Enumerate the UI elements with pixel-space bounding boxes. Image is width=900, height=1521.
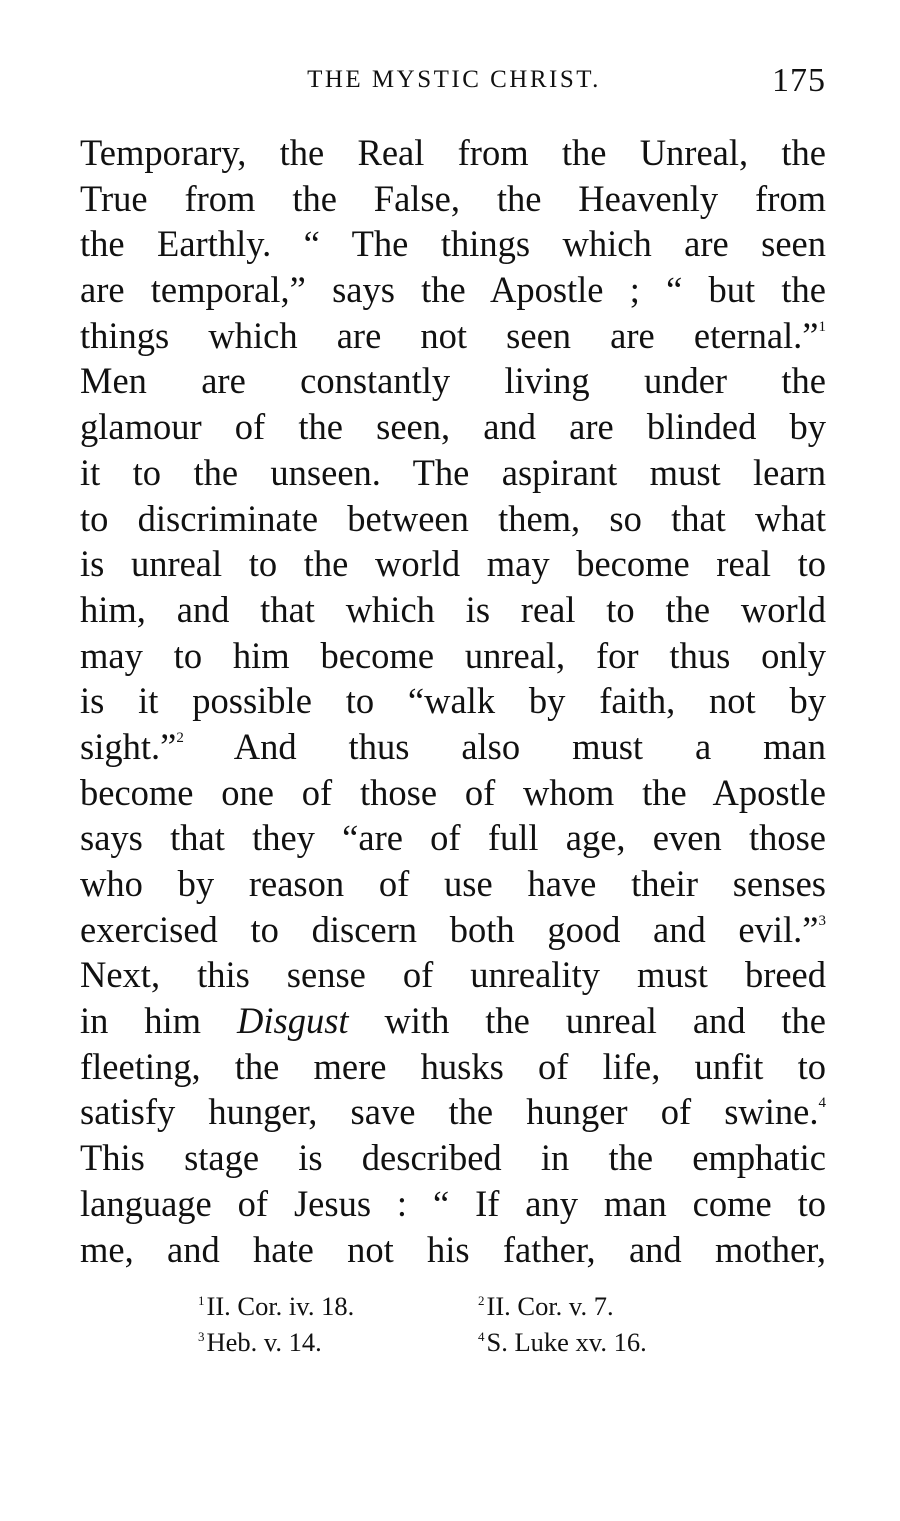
text-line [80,724,826,770]
footnote-mark: 4 [478,1329,485,1344]
text-line-content: him, and that which is real to the world [80,588,826,630]
text-line [80,952,826,998]
text-line [80,907,826,953]
text-line-content: exercised to discern both good and evil.” [80,908,819,950]
text-line-content: may to him become unreal, for thus only [80,634,826,676]
text-line-content: things which are not seen are eternal.” [80,314,819,356]
text-line [80,1227,826,1273]
running-head [78,62,830,102]
text-line [80,221,826,267]
text-line [80,267,826,313]
text-line-content: with the unreal and the [384,1000,827,1042]
text-line [80,770,826,816]
text-line [80,587,826,633]
footnote-row [198,1324,758,1360]
text-line [80,496,826,542]
footnote-ref-2[interactable]: 2 [176,729,184,746]
footnote-1 [198,1288,478,1324]
text-line [80,678,826,724]
footnote-text: II. Cor. iv. 18. [206,1291,355,1321]
text-line-content: is it possible to “walk by faith, not by [80,680,826,722]
text-line [80,176,826,222]
footnote-mark: 2 [478,1293,485,1308]
text-line-content: the Earthly. “ The things which are seen [80,223,826,265]
text-line [80,313,826,359]
text-line [80,1135,826,1181]
footnote-3 [198,1324,478,1360]
text-line [80,815,826,861]
text-line-content: become one of those of whom the Apostle [80,771,826,813]
footnote-text: S. Luke xv. 16. [486,1327,647,1357]
text-line-content: who by reason of use have their senses [80,863,826,904]
text-line-content: says that they “are of full age, even those [80,817,826,859]
running-title: THE MYSTIC CHRIST. [307,66,601,93]
footnote-ref-4[interactable]: 4 [818,1095,826,1112]
footnote-ref-1[interactable]: 1 [818,318,826,335]
text-line-content: Men are constantly living under the [80,360,826,402]
text-line-content: is unreal to the world may become real to [80,543,826,585]
footnote-2 [478,1288,758,1324]
text-line [80,130,826,176]
italic-word: Disgust [236,1000,349,1042]
text-line [80,998,826,1044]
text-line-content: to discriminate between them, so that what [80,497,826,539]
text-line-content: sight.” [80,725,177,767]
text-line [80,861,826,907]
text-line-content: it to the unseen. The aspirant must learn [80,451,826,493]
text-line-content: satisfy hunger, save the hunger of swine. [80,1091,819,1133]
text-line-content: me, and hate not his father, and mother, [80,1228,826,1270]
text-line [80,1181,826,1227]
text-line-content: in him [80,1000,202,1042]
text-line [80,1089,826,1135]
footnotes [198,1288,758,1360]
page-number: 175 [772,62,826,99]
text-line-content: Temporary, the Real from the Unreal, the [80,132,826,173]
text-line-content: True from the False, the Heavenly from [80,177,826,219]
text-line [80,404,826,450]
footnote-4 [478,1324,758,1360]
footnote-mark: 3 [198,1329,205,1344]
text-line [80,1044,826,1090]
body-text [80,130,826,1272]
text-line [80,450,826,496]
footnote-ref-3[interactable]: 3 [818,912,826,929]
text-line [80,633,826,679]
text-line-content: This stage is described in the emphatic [80,1137,826,1179]
footnote-mark: 1 [198,1293,205,1308]
text-line [80,541,826,587]
text-line [80,358,826,404]
text-line-content: Next, this sense of unreality must breed [80,954,826,996]
text-line-content: are temporal,” says the Apostle ; “ but the [80,269,826,311]
footnote-text: II. Cor. v. 7. [486,1291,614,1321]
text-line-content: glamour of the seen, and are blinded by [80,406,826,448]
footnote-text: Heb. v. 14. [206,1327,322,1357]
text-line-content: And thus also must a man [233,725,826,767]
text-line-content: fleeting, the mere husks of life, unfit to [80,1045,826,1087]
text-line-content: language of Jesus : “ If any man come to [80,1182,826,1224]
footnote-row [198,1288,758,1324]
